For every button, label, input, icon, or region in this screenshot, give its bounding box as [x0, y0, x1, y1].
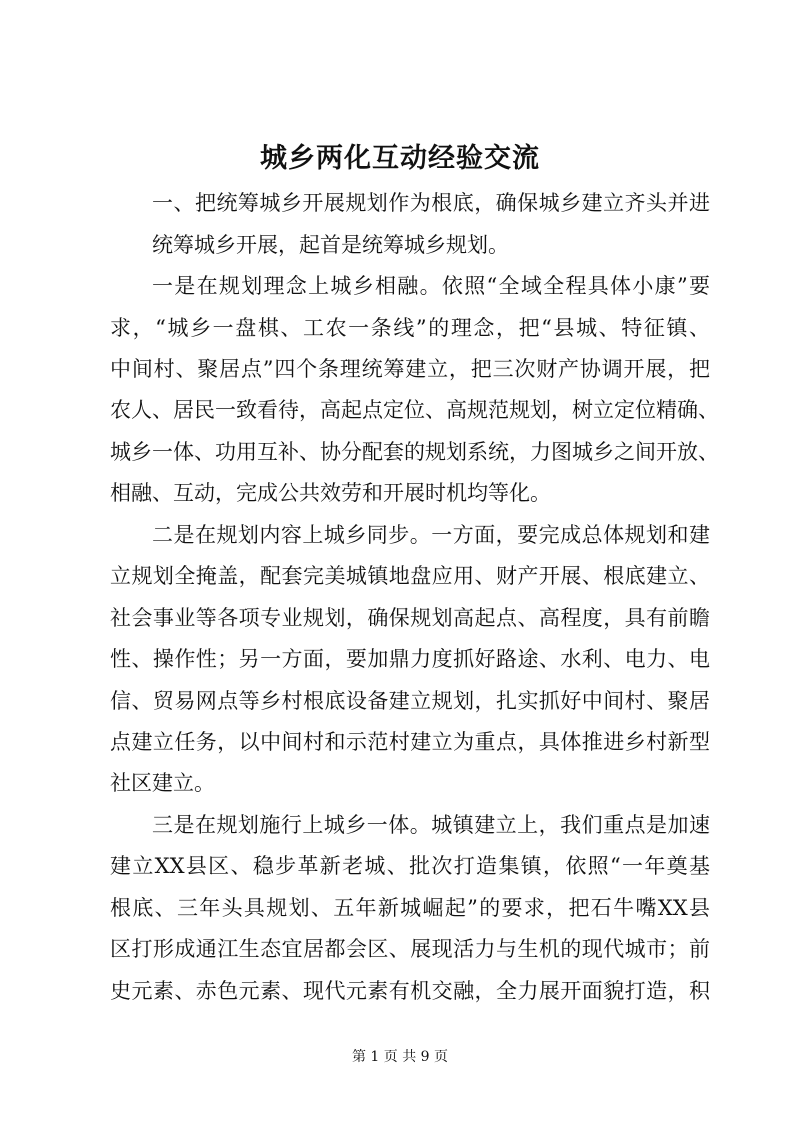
paragraph-line: 三是在规划施行上城乡一体。城镇建立上，我们重点是加速: [152, 813, 710, 837]
paragraph-line: 农人、居民一致看待，高起点定位、高规范规划，树立定位精确、: [110, 398, 719, 422]
paragraph-line: 点建立任务，以中间村和示范村建立为重点，具体推进乡村新型: [110, 730, 710, 754]
paragraph-line: 性、操作性；另一方面，要加鼎力度抓好路途、水利、电力、电: [110, 647, 710, 671]
paragraph-line: 区打形成通江生态宜居都会区、展现活力与生机的现代城市；前: [110, 937, 710, 961]
page-footer: 第 1 页 共 9 页: [351, 1049, 449, 1065]
paragraph-line: 信、贸易网点等乡村根底设备建立规划，扎实抓好中间村、聚居: [110, 689, 710, 713]
paragraph-line: 中间村、聚居点”四个条理统筹建立，把三次财产协调开展，把: [110, 357, 710, 381]
paragraph-line: 社会事业等各项专业规划，确保规划高起点、高程度，具有前瞻: [110, 606, 710, 630]
paragraph-line: 社区建立。: [110, 771, 215, 795]
paragraph-line: 城乡一体、功用互补、协分配套的规划系统，力图城乡之间开放、: [110, 440, 719, 464]
paragraph-line: 一是在规划理念上城乡相融。依照“全域全程具体小康”要: [152, 274, 710, 298]
paragraph-line: 建立XX县区、稳步革新老城、批次打造集镇，依照“一年奠基: [110, 854, 710, 878]
paragraph-line: 统筹城乡开展，起首是统筹城乡规划。: [152, 233, 509, 257]
paragraph-line: 立规划全掩盖，配套完美城镇地盘应用、财产开展、根底建立、: [110, 564, 710, 588]
paragraph-line: 二是在规划内容上城乡同步。一方面，要完成总体规划和建: [152, 523, 710, 547]
document-title: 城乡两化互动经验交流: [260, 143, 540, 174]
paragraph-line: 求，“城乡一盘棋、工农一条线”的理念，把“县城、特征镇、: [110, 316, 710, 340]
paragraph-line: 根底、三年头具规划、五年新城崛起”的要求，把石牛嘴XX县: [110, 896, 710, 920]
paragraph-line: 相融、互动，完成公共效劳和开展时机均等化。: [110, 481, 551, 505]
paragraph-line: 史元素、赤色元素、现代元素有机交融，全力展开面貌打造，积: [110, 979, 710, 1003]
section-heading: 一、把统筹城乡开展规划作为根底，确保城乡建立齐头并进: [152, 191, 710, 215]
